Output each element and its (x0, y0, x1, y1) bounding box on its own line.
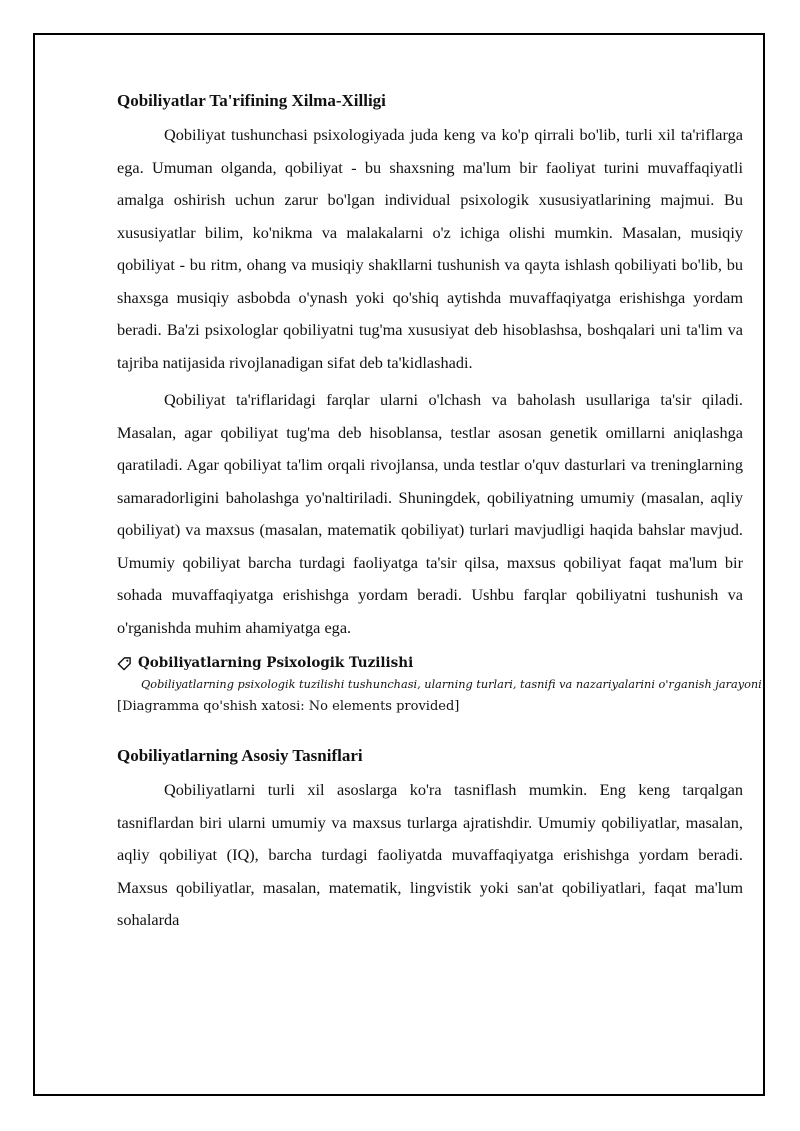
page-content (117, 85, 766, 937)
paragraph: Qobiliyat ta'riflaridagi farqlar ularni o'lchash va baholash usullariga ta'sir qiladi. Masalan, agar qobiliyat tug'ma deb hisoblansa, testlar asosan genetik omillarni aniqlashga qaratiladi. Agar qobiliyat ta'lim orqali rivojlansa, unda testlar o'quv dasturlari va treninglarning samaradorligini baholashga yo'naltiriladi. Shuningdek, qobiliyatning umumiy (masalan, aqliy qobiliyat) va maxsus (masalan, matematik qobiliyat) turlari mavjudligi haqida bahslar mavjud. Umumiy qobiliyat barcha turdagi faoliyatga ta'sir qilsa, maxsus qobiliyat faqat ma'lum bir sohada muvaffaqiyatga erishishga yordam beradi. Ushbu farqlar qobiliyatni tushunish va o'rganishda muhim ahamiyatga ega. (117, 390, 743, 637)
paragraph: Qobiliyat tushunchasi psixologiyada juda keng va ko'p qirrali bo'lib, turli xil ta'riflarga ega. Umuman olganda, qobiliyat - bu shaxsning ma'lum bir faoliyat turini muvaffaqiyatli amalga oshirish uchun zarur bo'lgan individual psixologik xususiyatlarining majmui. Bu xususiyatlar bilim, ko'nikma va malakalarni o'z ichiga olishi mumkin. Masalan, musiqiy qobiliyat - bu ritm, ohang va musiqiy shakllarni tushunish va qayta ishlash qobiliyati bo'lib, bu shaxsga musiqiy asbobda o'ynash yoki qo'shiq aytishda muvaffaqiyatga erishishga yordam beradi. Ba'zi psixologlar qobiliyatni tug'ma xususiyat deb hisoblashsa, boshqalari uni ta'lim va tajriba natijasida rivojlanadigan sifat deb ta'kidlashadi. (117, 125, 743, 372)
tag-icon (117, 656, 132, 671)
diagram-block (117, 652, 766, 718)
diagram-error-message: [Diagramma qo'shish xatosi: No elements provided] (117, 699, 460, 714)
diagram-title-row (117, 652, 743, 674)
diagram-title: Qobiliyatlarning Psixologik Tuzilishi (138, 655, 414, 671)
paragraph: Qobiliyatlarni turli xil asoslarga ko'ra tasniflash mumkin. Eng keng tarqalgan tasniflardan biri ularni umumiy va maxsus turlarga ajratishdir. Umumiy qobiliyatlar, masalan, aqliy qobiliyat (IQ), barcha turdagi faoliyatda muvaffaqiyatga erishishga yordam beradi. Maxsus qobiliyatlar, masalan, matematik, lingvistik yoki san'at qobiliyatlari, faqat ma'lum sohalarda (117, 780, 743, 929)
section-heading: Qobiliyatlar Ta'rifining Xilma-Xilligi (117, 91, 386, 110)
section-heading: Qobiliyatlarning Asosiy Tasniflari (117, 746, 363, 765)
document-page (33, 33, 765, 1096)
diagram-caption: Qobiliyatlarning psixologik tuzilishi tushunchasi, ularning turlari, tasnifi va nazariyalarini o'rganish jarayoni. (141, 678, 766, 691)
